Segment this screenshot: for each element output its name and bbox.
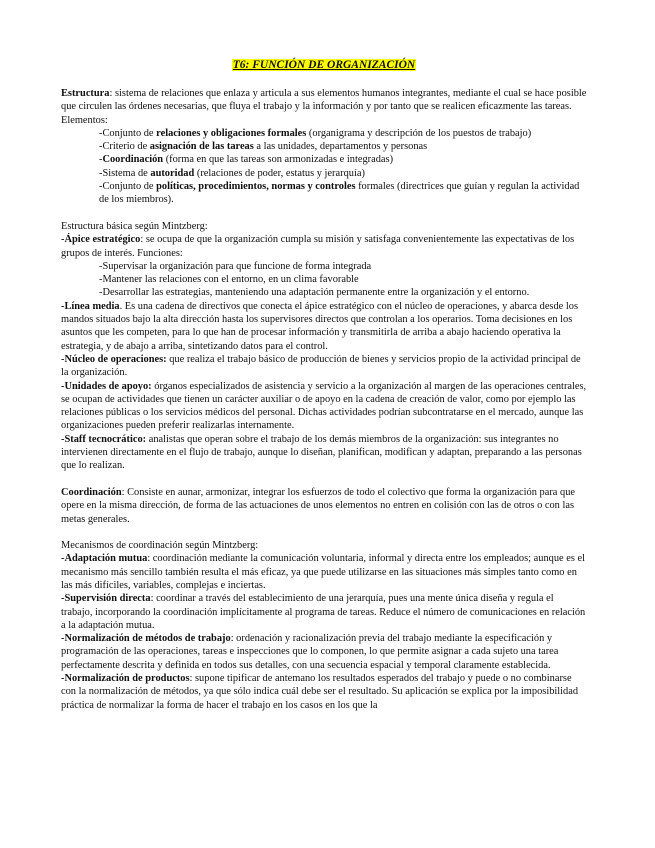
estructura-term: Estructura <box>61 88 110 99</box>
elemento-item: -Criterio de asignación de las tareas a las unidades, departamentos y personas <box>99 141 428 153</box>
elemento-item: -Conjunto de políticas, procedimientos, normas y controles formales (directrices que guían y regulan la actividad de los miembros). <box>99 181 580 206</box>
funcion-item: -Supervisar la organización para que funcione de forma integrada <box>99 260 372 272</box>
elemento-item: -Sistema de autoridad (relaciones de poder, estatus y jerarquía) <box>99 167 365 179</box>
document-page <box>61 58 587 712</box>
funcion-item: -Desarrollar las estrategias, manteniendo una adaptación permanente entre la organización y el entorno. <box>99 287 530 299</box>
elementos-label: Elementos: <box>61 114 108 126</box>
unidades-apoyo-paragraph: -Unidades de apoyo: órganos especializados de asistencia y servicio a la organización al margen de las operaciones centrales, se ocupan de actividades que tienen un carácter auxiliar o de apoyo en la cadena de creación de valor, como por ejemplo las relaciones públicas o los servicios médicos del personal. Dichas actividades podrían subcontratarse en el mercado, aunque las organizaciones pueden preferir realizarlas internamente. <box>61 380 587 432</box>
elemento-item: -Coordinación (forma en que las tareas son armonizadas e integradas) <box>99 154 394 166</box>
mecanismo-item: -Normalización de métodos de trabajo: ordenación y racionalización previa del trabajo mediante la especificación y programación de las operaciones, tareas e inspecciones que lo componen, lo que permite asignar a cada sujeto una tarea perfectamente descrita y definida en todos sus detalles, con una secuencia espacial y temporal claramente establecida. <box>61 633 559 671</box>
elemento-item: -Conjunto de relaciones y obligaciones formales (organigrama y descripción de los puestos de trabajo) <box>99 127 532 139</box>
nucleo-paragraph: -Núcleo de operaciones: que realiza el trabajo básico de producción de bienes y servicios propio de la actividad principal de la organización. <box>61 353 581 379</box>
page-title: T6: FUNCIÓN DE ORGANIZACIÓN <box>232 59 416 71</box>
estructura-paragraph <box>61 87 587 114</box>
spacer <box>61 207 587 220</box>
mintzberg-heading: Estructura básica según Mintzberg: <box>61 220 208 232</box>
apice-paragraph: -Ápice estratégico: se ocupa de que la organización cumpla su misión y satisfaga convenientemente las expectativas de los grupos de interés. Funciones: <box>61 234 575 259</box>
spacer <box>61 473 587 486</box>
funcion-item: -Mantener las relaciones con el entorno, en un clima favorable <box>99 274 359 286</box>
estructura-definition: : sistema de relaciones que enlaza y articula a sus elementos humanos integrantes, mediante el cual se hace posible que circulen las órdenes necesarias, que fluya el trabajo y la información y por tanto que se realicen eficazmente las tareas. <box>61 88 587 113</box>
mecanismo-item: -Normalización de productos: supone tipificar de antemano los resultados esperados del trabajo y puede o no combinarse con la normalización de métodos, ya que sólo indica cuál debe ser el resultado. Su aplicación se explica por la imposibilidad práctica de normalizar la forma de hacer el trabajo en los casos en los que la <box>61 673 579 711</box>
spacer <box>61 526 587 539</box>
linea-media-paragraph: -Línea media. Es una cadena de directivos que conecta el ápice estratégico con el núcleo de operaciones, y abarca desde los mandos situados bajo la alta dirección hasta los supervisores directos que controlan a los operarios. Toma decisiones en los asuntos que les competen, para lo que han de procesar información y transmitirla de arriba a abajo haciendo operativa la estrategia, y de abajo a arriba, sintetizando datos para el control. <box>61 300 579 352</box>
mecanismos-heading: Mecanismos de coordinación según Mintzberg: <box>61 540 259 552</box>
coordinacion-paragraph: Coordinación: Consiste en aunar, armonizar, integrar los esfuerzos de todo el colectivo que forma la organización para que opere en la misma dirección, de forma de las actuaciones de unos elementos no entren en colisión con las de otros o con las metas generales. <box>61 486 576 525</box>
mecanismo-item: -Supervisión directa: coordinar a través del establecimiento de una jerarquía, pues una mente única diseña y regula el trabajo, incorporando la coordinación implícitamente al programa de tareas. Reduce el número de comunicaciones en relación a la adaptación mutua. <box>61 593 586 631</box>
mecanismo-item: -Adaptación mutua: coordinación mediante la comunicación voluntaria, informal y directa entre los empleados; aunque es el mecanismo más sencillo también resulta el más eficaz, ya que puede utilizarse en las situaciones más simples tanto como en las más difíciles, variables, complejas e inciertas. <box>61 553 586 591</box>
staff-paragraph: -Staff tecnocrático: analistas que operan sobre el trabajo de los demás miembros de la organización: sus integrantes no intervienen directamente en el flujo de trabajo, aunque lo diseñan, planifican, modifican y adaptan, preparando a las personas que lo realizan. <box>61 433 582 472</box>
